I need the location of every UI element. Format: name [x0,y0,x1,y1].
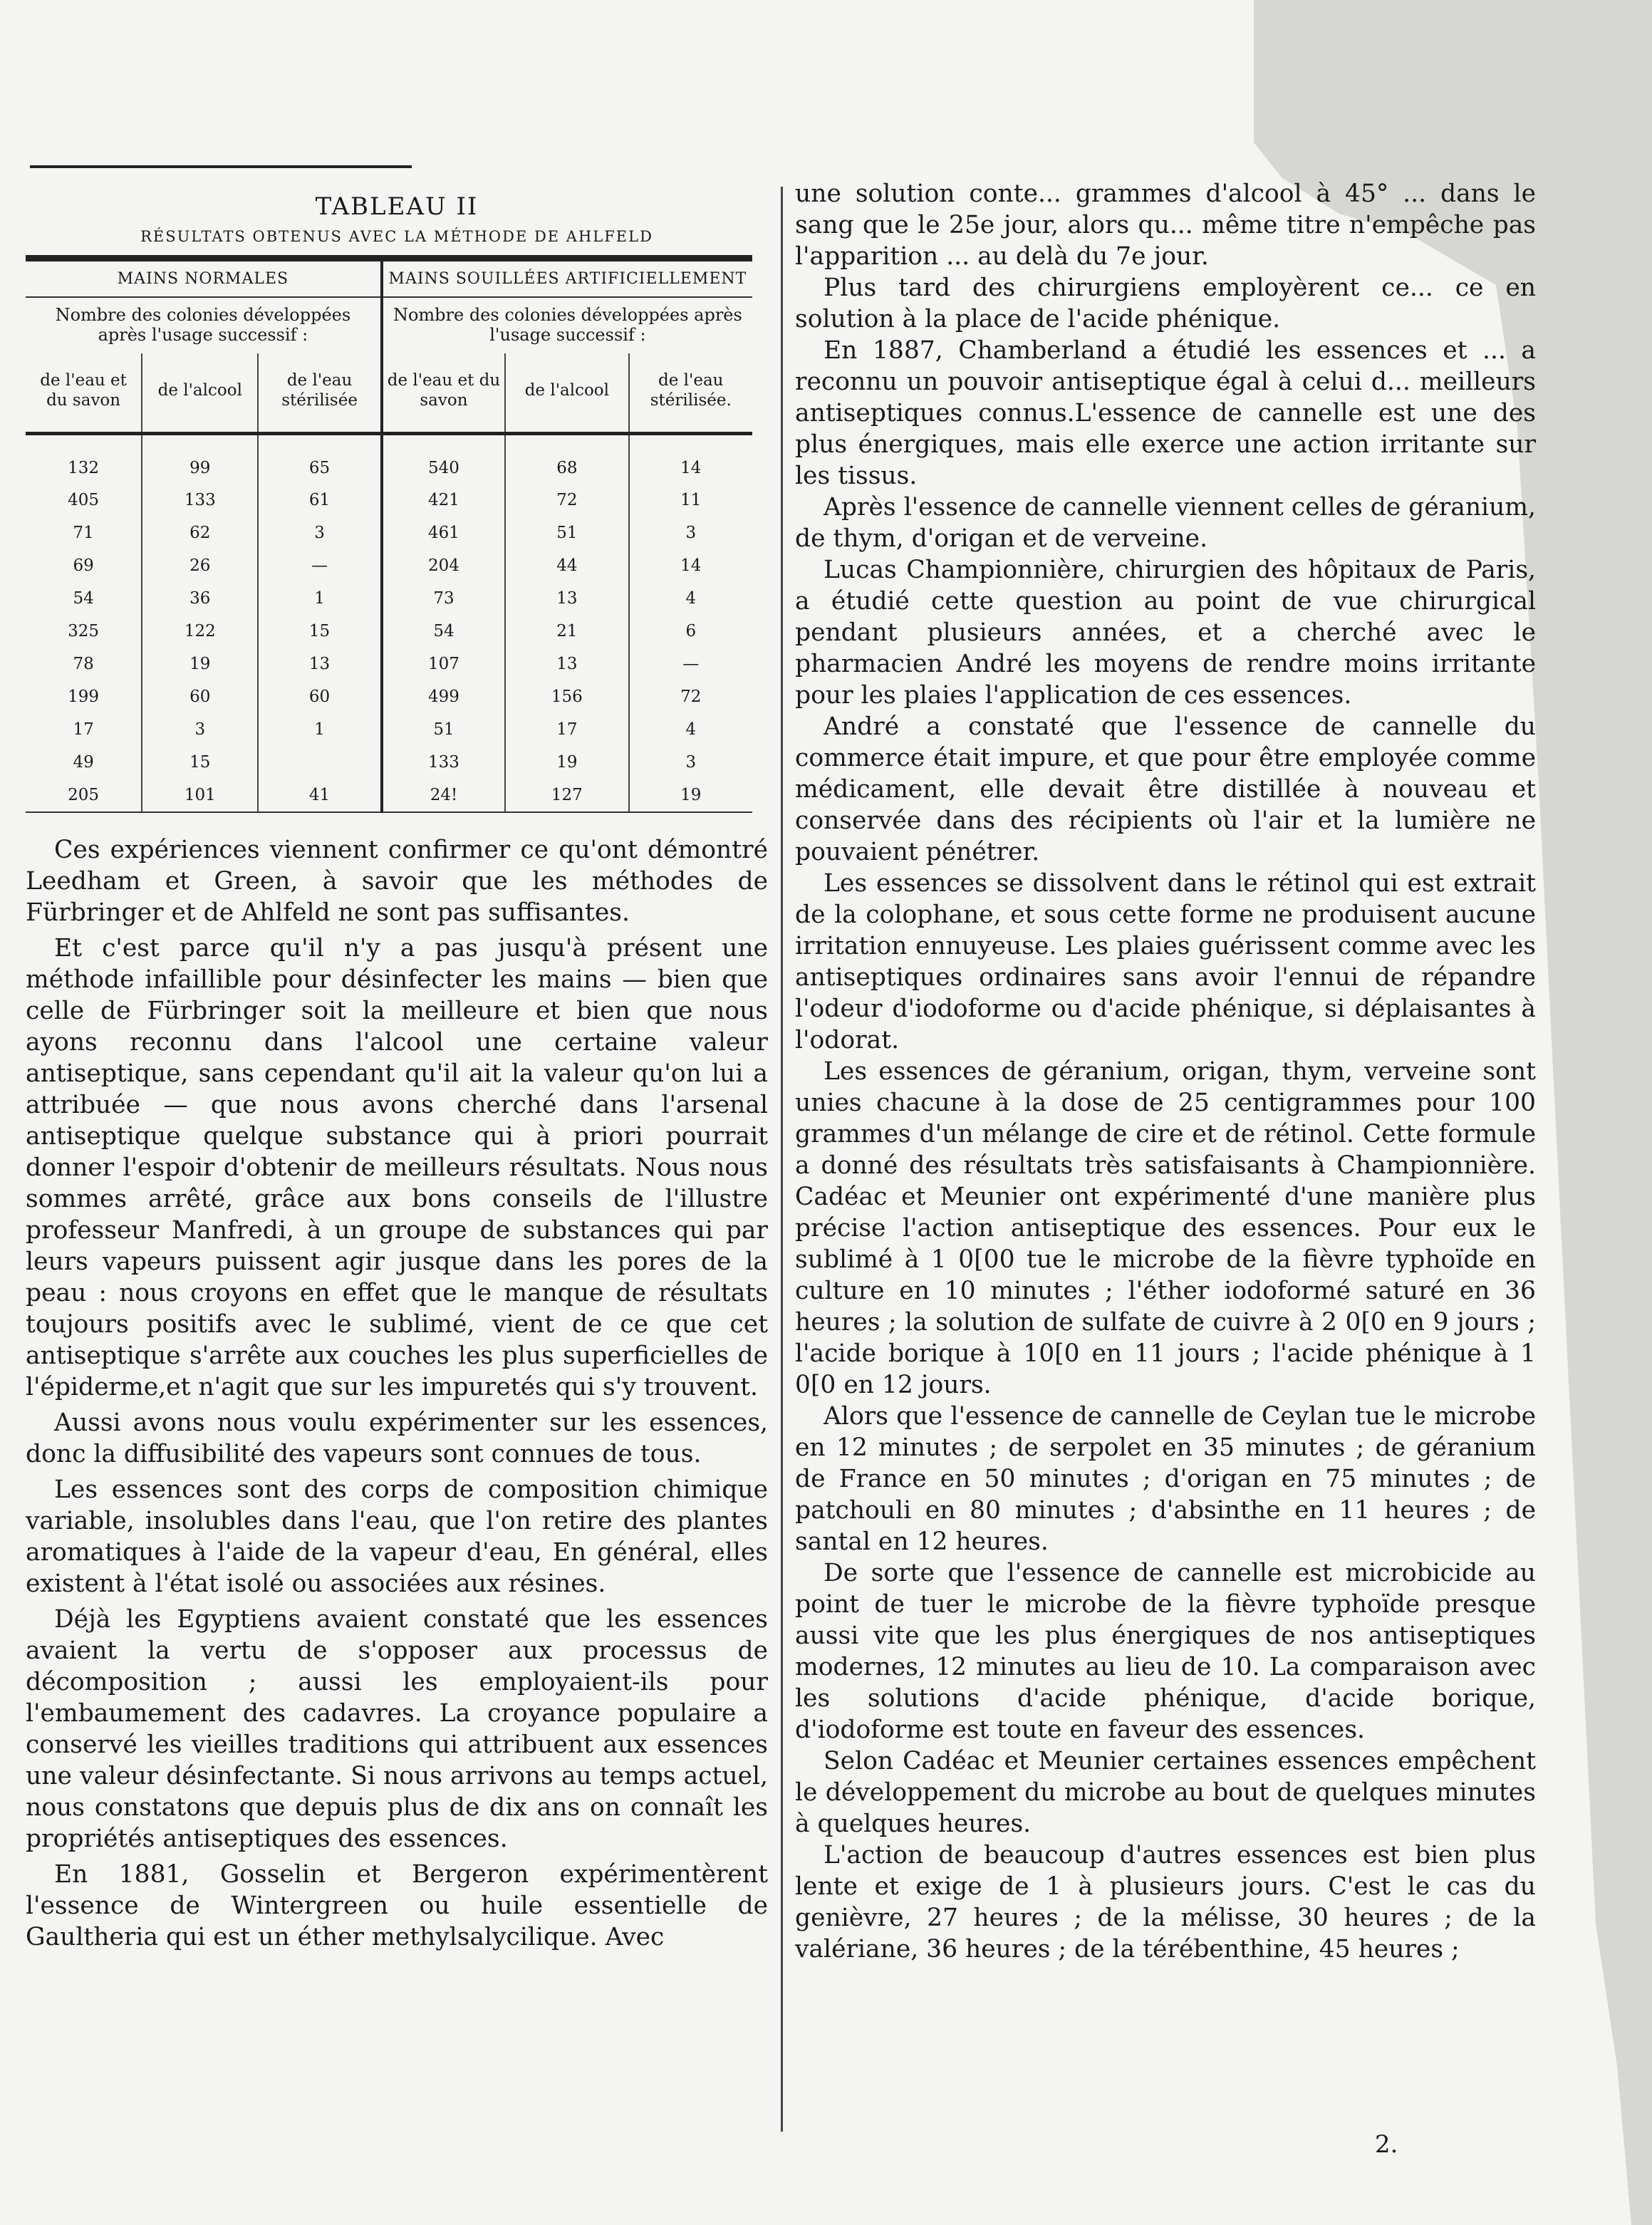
paragraph: L'action de beaucoup d'autres essences est bien plus lente et exige de 1 à plusieurs jours. C'est le cas du genièvre, 27 heures ; de la mélisse, 30 heures ; de la valériane, 36 heures ; de la térébenthine, 45 heures ; [795,1841,1536,1964]
table-cell: — [629,648,752,680]
paragraph: Alors que l'essence de cannelle de Ceylan tue le microbe en 12 minutes ; de serpolet en 35 minutes ; de géranium de France en 50 minutes ; d'origan en 75 minutes ; de patchouli en 80 minutes ; d'absinthe en 11 heures ; de santal en 12 heures. [795,1402,1536,1556]
table-cell: 204 [382,549,505,582]
table-cell: 62 [142,517,258,549]
table-cell: 72 [505,484,628,517]
table-cell: 14 [629,434,752,484]
paragraph: Lucas Championnière, chirurgien des hôpitaux de Paris, a étudié cette question au point de vue chirurgical pendant plusieurs années, et a cherché avec le pharmacien André les moyens de rendre moins irritante pour les plaies l'application de ces essences. [795,556,1536,710]
left-text [26,834,768,1953]
header-rule [30,165,412,168]
table-row [26,582,752,615]
table-cell: 540 [382,434,505,484]
table-cell: 60 [142,680,258,713]
paragraph: Les essences de géranium, origan, thym, verveine sont unies chacune à la dose de 25 centigrammes pour 100 grammes d'un mélange de cire et de rétinol. Cette formule a donné des résultats très satisfaisants à Championnière. Cadéac et Meunier ont expérimenté d'une manière plus précise l'action antiseptique des essences. Pour eux le sublimé à 1 0[00 tue le microbe de la fièvre typhoïde en culture en 10 minutes ; l'éther iodoformé saturé en 36 heures ; la solution de sulfate de cuivre à 2 0[0 en 9 jours ; l'acide borique à 10[0 en 11 jours ; l'acide phénique à 1 0[0 en 12 jours. [795,1057,1536,1399]
table-cell: 26 [142,549,258,582]
table-cell: 107 [382,648,505,680]
paragraph: Ces expériences viennent confirmer ce qu'ont démontré Leedham et Green, à savoir que les méthodes de Fürbringer et de Ahlfeld ne sont pas suffisantes. [26,836,768,927]
paragraph: Les essences sont des corps de composition chimique variable, insolubles dans l'eau, que l'on retire des plantes aromatiques à l'aide de la vapeur d'eau, En général, elles existent à l'état isolé ou associées aux résines. [26,1475,768,1598]
table-cell: 73 [382,582,505,615]
table-row [26,484,752,517]
table-cell: 51 [505,517,628,549]
table-cell: 69 [73,556,94,575]
paragraph: Et c'est parce qu'il n'y a pas jusqu'à présent une méthode infaillible pour désinfecter les mains — bien que celle de Fürbringer soit la meilleure et bien que nous ayons reconnu dans l'alcool une certaine valeur antiseptique, sans cependant qu'il ait la valeur qu'on lui a attribuée — que nous avons cherché dans l'arsenal antiseptique quelque substance qui à priori pourrait donner l'espoir d'obtenir de meilleurs résultats. Nous nous sommes arrêté, grâce aux bons conseils de l'illustre professeur Manfredi, à un groupe de substances qui par leurs vapeurs puissent agir jusque dans les pores de la peau : nous croyons en effet que le manque de résultats toujours positifs avec le sublimé, vient de ce que cet antiseptique s'arrête aux couches les plus superficielles de l'épiderme,et n'agit que sur les impuretés qui s'y trouvent. [26,934,768,1401]
table-cell: 4 [629,713,752,746]
table-row [26,680,752,713]
table-cell: 65 [258,434,381,484]
group-normal-header: MAINS NORMALES [26,259,382,298]
paragraph: Plus tard des chirurgiens employèrent ce... ce en solution à la place de l'acide phénique. [795,274,1536,333]
col-header-alcohol-2: de l'alcool [505,353,628,434]
table-cell: 13 [258,648,381,680]
table-cell: 156 [505,680,628,713]
table-cell: 72 [629,680,752,713]
table-cell: 205 [26,779,142,812]
col-header-sterile: de l'eau stérilisée [258,353,381,434]
table-cell: 17 [73,720,94,739]
table-cell: 1 [258,582,381,615]
table-cell: 54 [73,589,94,608]
paragraph: En 1887, Chamberland a étudié les essences et ... a reconnu un pouvoir antiseptique égal à celui d... meilleurs antiseptiques connus.L'essence de cannelle est une des plus énergiques, mais elle exerce une action irritante sur les tissus. [795,336,1536,490]
table-row [26,713,752,746]
table-row [26,615,752,648]
table-cell: 78 [73,655,94,673]
table-cell: — [258,549,381,582]
paragraph: Déjà les Egyptiens avaient constaté que les essences avaient la vertu de s'opposer aux processus de décomposition ; aussi les employaient-ils pour l'embaumement des cadavres. La croyance populaire a conservé les vieilles traditions qui attribuent aux essences une valeur désinfectante. Si nous arrivons au temps actuel, nous constatons que depuis plus de dix ans on connaît les propriétés antiseptiques des essences. [26,1605,768,1853]
table-cell: 133 [142,484,258,517]
table-cell: 44 [505,549,628,582]
table-cell: 3 [142,713,258,746]
table-body [26,434,752,813]
table-cell: 71 [73,524,94,542]
table-cell: 499 [382,680,505,713]
table-cell: 4 [629,582,752,615]
table-cell: 68 [505,434,628,484]
col-header-soap-2: de l'eau et du savon [382,353,505,434]
table-cell: 13 [505,582,628,615]
table-cell: 3 [629,517,752,549]
table-cell: 19 [505,746,628,779]
table-cell: 11 [629,484,752,517]
desc-normal: Nombre des colonies développées après l'usage successif : [55,305,351,345]
table-row [26,434,752,484]
table-cell: 325 [68,622,100,640]
table-cell: 3 [629,746,752,779]
table-cell: 15 [142,746,258,779]
paragraph: Après l'essence de cannelle viennent celles de géranium, de thym, d'origan et de verveine. [795,493,1536,553]
paragraph: De sorte que l'essence de cannelle est microbicide au point de tuer le microbe de la fièvre typhoïde presque aussi vite que les plus énergiques de nos antiseptiques modernes, 12 minutes au lieu de 10. La comparaison avec les solutions d'acide phénique, d'acide borique, d'iodoforme est toute en faveur des essences. [795,1559,1536,1744]
table-cell: 17 [505,713,628,746]
table-cell: 1 [258,713,381,746]
table-cell: 122 [142,615,258,648]
table-cell: 6 [629,615,752,648]
table-cell: 132 [68,459,100,477]
table-cell: 19 [142,648,258,680]
table-cell: 101 [142,779,258,812]
results-table [26,255,752,813]
table-cell: 36 [142,582,258,615]
table-cell: 461 [382,517,505,549]
paragraph: Selon Cadéac et Meunier certaines essences empêchent le développement du microbe au bout de quelques minutes à quelques heures. [795,1747,1536,1838]
table-cell: 41 [258,779,381,812]
desc-soiled: Nombre des colonies développées après l'usage successif : [382,297,752,353]
paragraph: Aussi avons nous voulu expérimenter sur les essences, donc la diffusibilité des vapeurs sont connues de tous. [26,1409,768,1468]
table-row [26,779,752,812]
table-cell: 54 [382,615,505,648]
table-cell: 127 [505,779,628,812]
table-cell: 51 [382,713,505,746]
paragraph: Les essences se dissolvent dans le rétinol qui est extrait de la colophane, et sous cette forme ne produisent aucune irritation ennuyeuse. Les plaies guérissent comme avec les antiseptiques ordinaires sans avoir l'ennui de répandre l'odeur d'iodoforme ou d'acide phénique, si déplaisantes à l'odorat. [795,869,1536,1054]
table-cell: 49 [73,753,94,772]
paragraph: André a constaté que l'essence de cannelle du commerce était impure, et que pour être employée comme médicament, elle devait être distillée à nouveau et conservée dans des récipients où l'air et la lumière ne pouvaient pénétrer. [795,712,1536,866]
table-cell: 60 [258,680,381,713]
table-cell [258,746,381,779]
group-soiled-header: MAINS SOUILLÉES ARTIFICIELLEMENT [382,259,752,298]
table-cell: 3 [258,517,381,549]
table-row [26,549,752,582]
page-number: 2. [1375,2130,1398,2159]
column-divider [781,187,783,2132]
paragraph: En 1881, Gosselin et Bergeron expérimentèrent l'essence de Wintergreen ou huile essentielle de Gaultheria qui est un éther methylsalycilique. Avec [26,1860,768,1951]
table-cell: 99 [142,434,258,484]
left-column [26,178,768,1953]
right-column [795,178,1536,1965]
table-cell: 21 [505,615,628,648]
table-row [26,746,752,779]
table-cell: 15 [258,615,381,648]
table-row [26,648,752,680]
table-cell: 199 [68,688,100,706]
paragraph: une solution conte... grammes d'alcool à 45° ... dans le sang que le 25e jour, alors qu... même titre n'empêche pas l'apparition ... au delà du 7e jour. [795,180,1536,271]
table-cell: 421 [382,484,505,517]
table-cell: 405 [68,491,100,509]
table-title: TABLEAU II [315,192,479,221]
table-cell: 24! [382,779,505,812]
results-table-wrap [26,255,768,813]
table-cell: 133 [382,746,505,779]
table-cell: 14 [629,549,752,582]
table-subtitle: RÉSULTATS OBTENUS AVEC LA MÉTHODE DE AHLFELD [140,228,653,245]
col-header-soap: de l'eau et du savon [26,353,142,434]
table-cell: 13 [505,648,628,680]
col-header-sterile-2: de l'eau stérilisée. [629,353,752,434]
table-row [26,517,752,549]
col-header-alcohol: de l'alcool [142,353,258,434]
table-cell: 19 [629,779,752,812]
table-cell: 61 [258,484,381,517]
